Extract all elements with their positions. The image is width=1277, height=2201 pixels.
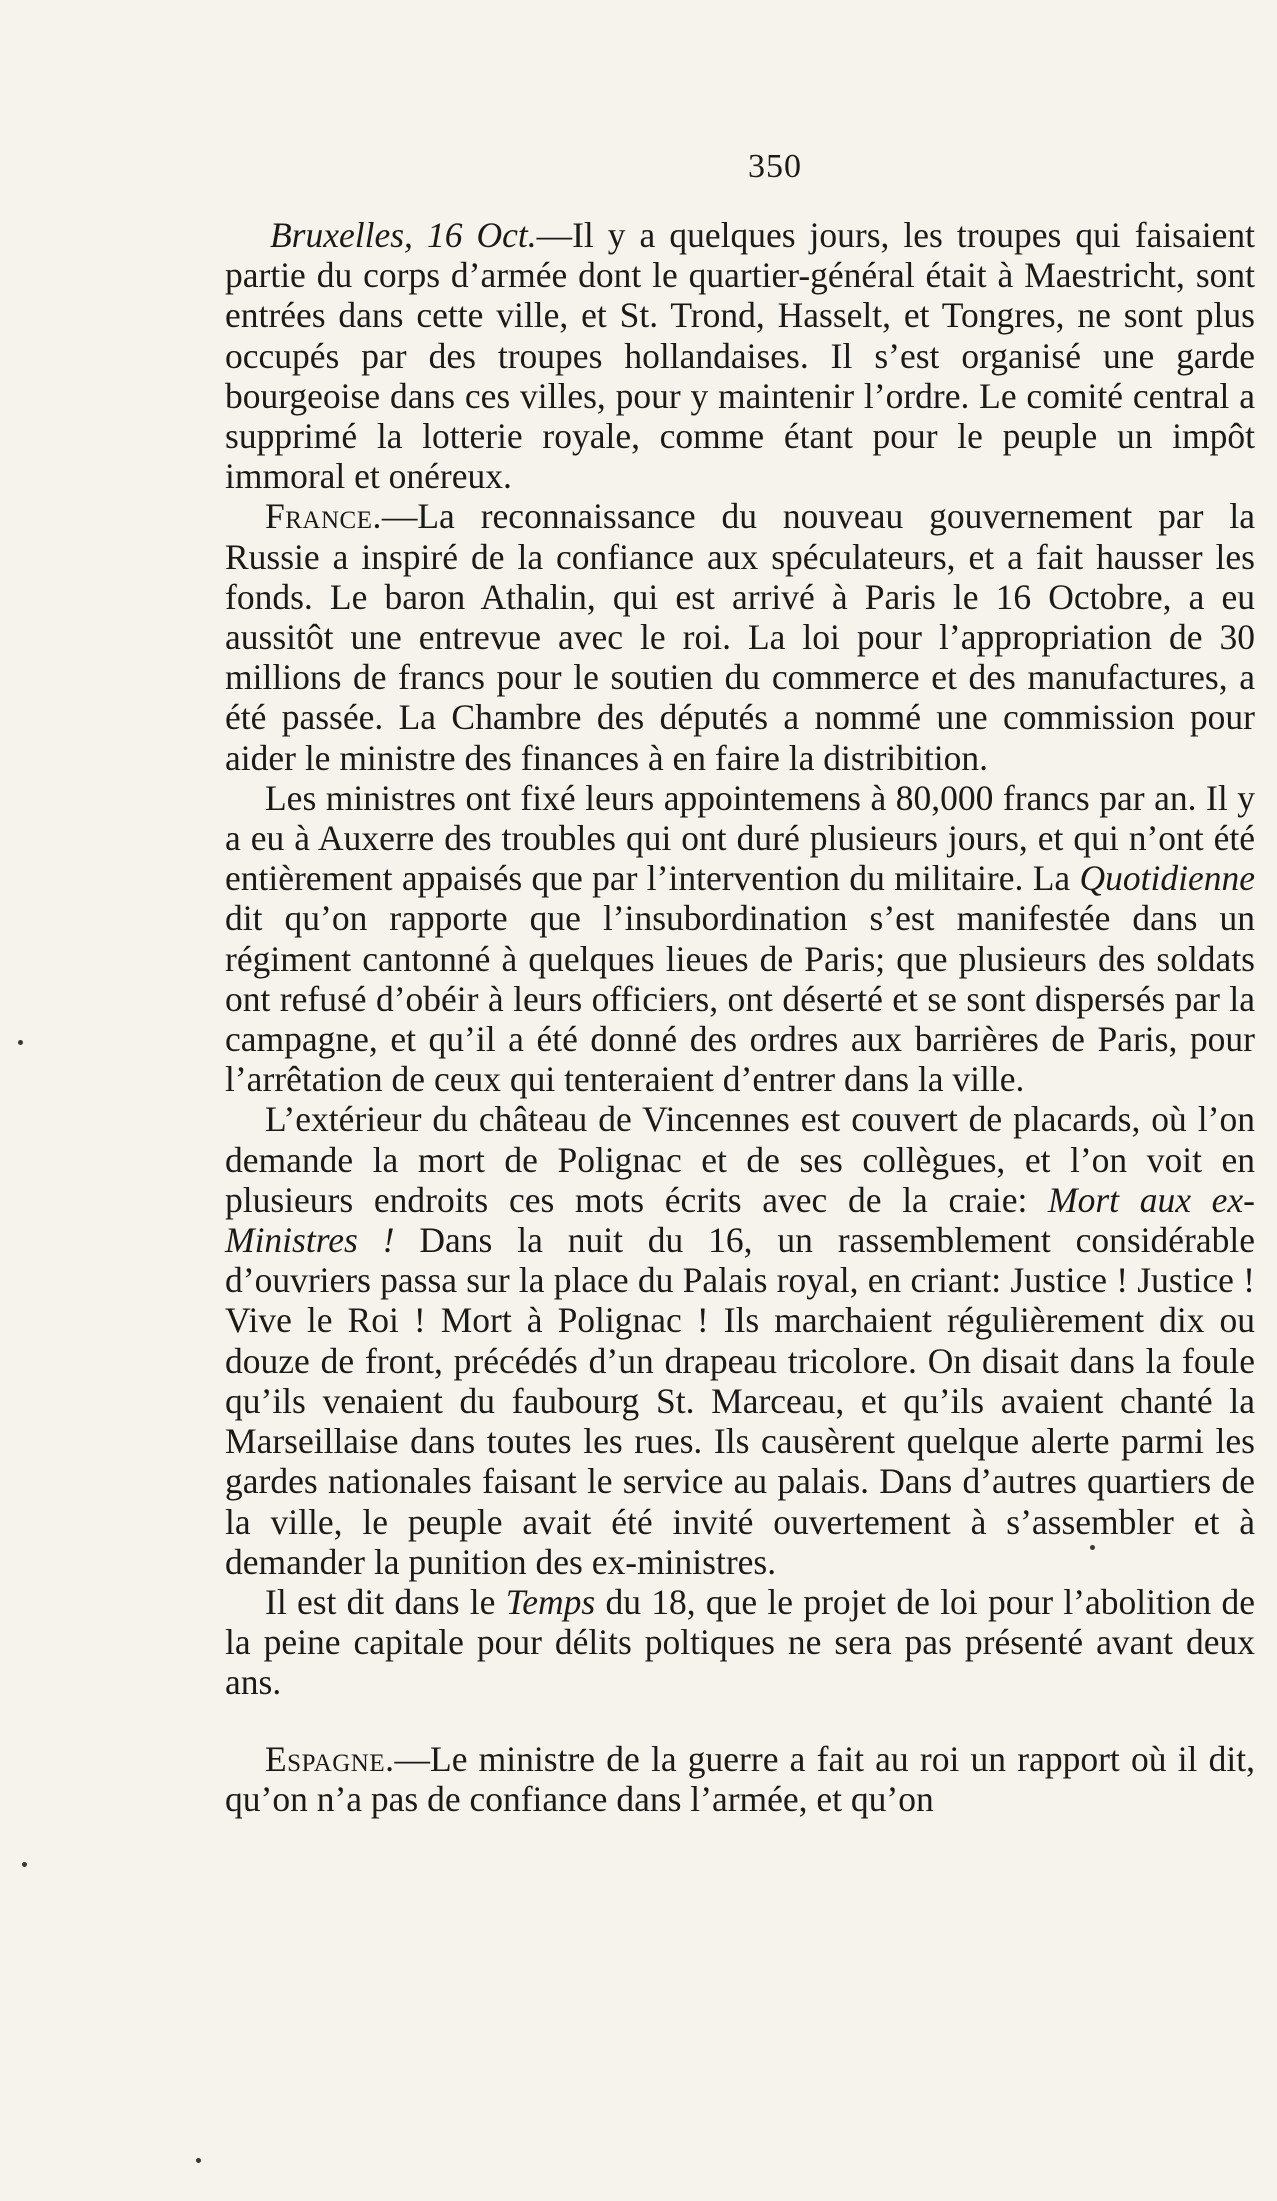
newspaper-name-temps: Temps [505,1581,596,1622]
ink-speck [18,1040,23,1045]
paragraph-text-before: Les ministres ont fixé leurs appointemens à 80,000 francs par an. Il y a eu à Auxerre des troubles qui ont duré plusieurs jours, et qui n’ont été entièrement appaisés que par l’intervention du militaire. La [225,777,1255,899]
newspaper-name-quotidienne: Quotidienne [1079,858,1255,899]
section-heading-espagne: Espagne. [265,1738,395,1779]
ink-speck [196,2158,201,2163]
paragraph-france [225,496,1255,777]
dateline-bruxelles: Bruxelles, 16 Oct. [270,215,537,255]
page-number: 350 [748,148,802,185]
text-column [225,215,1255,1819]
section-gap [225,1703,1255,1739]
paragraph-espagne [225,1739,1255,1819]
ink-speck [1090,1545,1095,1550]
paragraph-text-before: Il est dit dans le [265,1581,506,1622]
paragraph-text-before: L’extérieur du château de Vincennes est couvert de placards, où l’on demande la mort de Polignac et de ses collègues, et l’on voit en plusieurs endroits ces mots écrits avec de la craie: [225,1099,1255,1220]
paragraph-text: —Il y a quelques jours, les troupes qui faisaient partie du corps d’armée dont le quartier-général était à Maestricht, sont entrées dans cette ville, et St. Trond, Hasselt, et Tongres, ne sont plus occupés par des troupes hollandaises. Il s’est organisé une garde bourgeoise dans ces villes, pour y maintenir l’ordre. Le comité central a supprimé la lotterie royale, comme étant pour le peuple un impôt immoral et onéreux. [225,215,1255,497]
paragraph-text-after: du 18, que le projet de loi pour l’abolition de la peine capitale pour délits poltiques ne sera pas présenté avant deux ans. [225,1581,1255,1703]
italic-quote: Mort aux ex-Ministres ! [225,1179,1255,1261]
paragraph-temps [225,1582,1255,1703]
paragraph-bruxelles [225,215,1255,496]
paragraph-text-after: dit qu’on rapporte que l’insubordination s’est manifestée dans un régiment cantonné à quelques lieues de Paris; que plusieurs des soldats ont refusé d’obéir à leurs officiers, ont déserté et se sont dispersés par la campagne, et qu’il a été donné des ordres aux barrières de Paris, pour l’arrêtation de ceux qui tenteraient d’entrer dans la ville. [225,898,1255,1100]
paragraph-text: —Le ministre de la guerre a fait au roi un rapport où il dit, qu’on n’a pas de confiance dans l’armée, et qu’on [225,1738,1255,1819]
paragraph-text: —La reconnaissance du nouveau gouvernement par la Russie a inspiré de la confiance aux spéculateurs, et a fait hausser les fonds. Le baron Athalin, qui est arrivé à Paris le 16 Octobre, a eu aussitôt une entrevue avec le roi. La loi pour l’appropriation de 30 millions de francs pour le soutien du commerce et des manufactures, a été passée. La Chambre des députés a nommé une commission pour aider le ministre des finances à en faire la distribition. [225,496,1255,778]
section-heading-france: France. [265,496,382,537]
ink-speck [22,1862,27,1867]
paragraph-vincennes [225,1099,1255,1581]
paragraph-ministres [225,778,1255,1100]
paragraph-text-after: Dans la nuit du 16, un rassemblement considérable d’ouvriers passa sur la place du Palais royal, en criant: Justice ! Justice ! Vive le Roi ! Mort à Polignac ! Ils marchaient régulièrement dix ou douze de front, précédés d’un drapeau tricolore. On disait dans la foule qu’ils venaient du faubourg St. Marceau, et qu’ils avaient chanté la Marseillaise dans toutes les rues. Ils causèrent quelque alerte parmi les gardes nationales faisant le service au palais. Dans d’autres quartiers de la ville, le peuple avait été invité ouvertement à s’assembler et à demander la punition des ex-ministres. [225,1220,1255,1582]
